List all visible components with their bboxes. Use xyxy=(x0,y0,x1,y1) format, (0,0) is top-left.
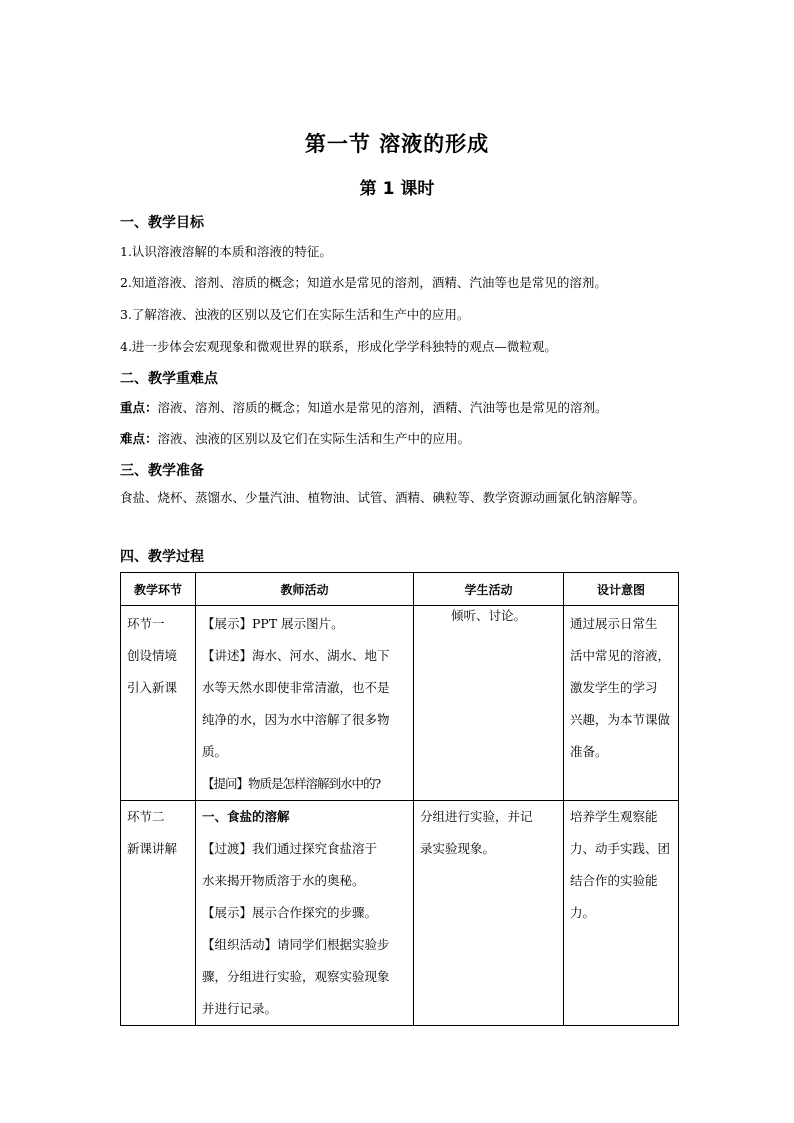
teacher-line: 并进行记录。 xyxy=(202,1001,278,1016)
section-heading-goals: 一、教学目标 xyxy=(120,215,204,231)
design-intent-cell xyxy=(564,801,679,1026)
intent-line: 力、动手实践、团 xyxy=(570,841,671,856)
teacher-line: 水来揭开物质溶于水的奥秘。 xyxy=(202,873,365,888)
intent-line: 激发学生的学习 xyxy=(570,680,658,695)
stage-line: 引入新课 xyxy=(127,680,178,695)
key-point-text: 溶液、溶剂、溶质的概念；知道水是常见的溶剂，酒精、汽油等也是常见的溶剂。 xyxy=(157,400,608,415)
teacher-line: 质。 xyxy=(202,744,228,759)
stage-line: 环节二 xyxy=(127,809,165,824)
page-title: 第一节 溶液的形成 xyxy=(304,132,490,156)
intent-line: 兴趣，为本节课做 xyxy=(570,712,671,727)
column-header: 教师活动 xyxy=(196,573,414,606)
key-point-label: 重点： xyxy=(120,400,158,415)
stage-cell xyxy=(121,801,196,1026)
stage-line: 环节一 xyxy=(127,616,165,631)
intent-line: 结合作的实验能 xyxy=(570,873,658,888)
section-heading-key-points: 二、教学重难点 xyxy=(120,371,218,387)
column-header: 教学环节 xyxy=(121,573,196,606)
column-header: 学生活动 xyxy=(414,573,564,606)
table-row xyxy=(121,801,679,1026)
intent-line: 通过展示日常生 xyxy=(570,616,658,631)
intent-line: 准备。 xyxy=(570,744,608,759)
preparation-text: 食盐、烧杯、蒸馏水、少量汽油、植物油、试管、酒精、碘粒等、教学资源动画氯化钠溶解等。 xyxy=(120,490,646,505)
student-line: 分组进行实验，并记 xyxy=(420,809,533,824)
difficult-point-line xyxy=(120,429,680,449)
key-point-line xyxy=(120,398,680,418)
table-header-row xyxy=(121,573,679,606)
teacher-line: 【讲述】海水、河水、湖水、地下 xyxy=(202,648,390,663)
teacher-line: 纯净的水，因为水中溶解了很多物 xyxy=(202,712,390,727)
teacher-activity-cell xyxy=(196,606,414,801)
teacher-line: 骤，分组进行实验，观察实验现象 xyxy=(202,969,390,984)
teacher-line: 【展示】PPT 展示图片。 xyxy=(202,616,344,631)
teacher-line: 水等天然水即使非常清澈，也不是 xyxy=(202,680,390,695)
teacher-line: 【组织活动】请同学们根据实验步 xyxy=(202,937,390,952)
difficult-point-text: 溶液、浊液的区别以及它们在实际生活和生产中的应用。 xyxy=(157,431,471,446)
page-subtitle: 第 1 课时 xyxy=(359,179,435,199)
student-activity-text: 倾听、讨论。 xyxy=(450,608,526,623)
table-row xyxy=(121,606,679,801)
intent-line: 培养学生观察能 xyxy=(570,809,658,824)
teacher-activity-cell xyxy=(196,801,414,1026)
teacher-line: 【展示】展示合作探究的步骤。 xyxy=(202,905,378,920)
intent-line: 力。 xyxy=(570,905,596,920)
intent-line: 活中常见的溶液， xyxy=(570,648,671,663)
stage-line: 新课讲解 xyxy=(127,841,178,856)
teacher-line: 【提问】物质是怎样溶解到水中的? xyxy=(202,776,381,791)
stage-line: 创设情境 xyxy=(127,648,178,663)
section-heading-preparation: 三、教学准备 xyxy=(120,463,204,479)
teaching-process-table xyxy=(120,572,679,1026)
goal-item: 4.进一步体会宏观现象和微观世界的联系，形成化学学科独特的观点—微粒观。 xyxy=(120,339,557,354)
section-heading-process: 四、教学过程 xyxy=(120,549,204,565)
goal-item: 2.知道溶液、溶剂、溶质的概念；知道水是常见的溶剂，酒精、汽油等也是常见的溶剂。 xyxy=(120,275,607,290)
teacher-subheading: 一、食盐的溶解 xyxy=(202,809,290,824)
goal-item: 1.认识溶液溶解的本质和溶液的特征。 xyxy=(120,244,332,259)
design-intent-cell xyxy=(564,606,679,801)
goal-item: 3.了解溶液、浊液的区别以及它们在实际生活和生产中的应用。 xyxy=(120,307,470,322)
column-header: 设计意图 xyxy=(564,573,679,606)
difficult-point-label: 难点： xyxy=(120,431,158,446)
student-line: 录实验现象。 xyxy=(420,841,496,856)
stage-cell xyxy=(121,606,196,801)
student-activity-cell xyxy=(414,801,564,1026)
teacher-line: 【过渡】我们通过探究食盐溶于 xyxy=(202,841,378,856)
student-activity-cell xyxy=(414,606,564,801)
